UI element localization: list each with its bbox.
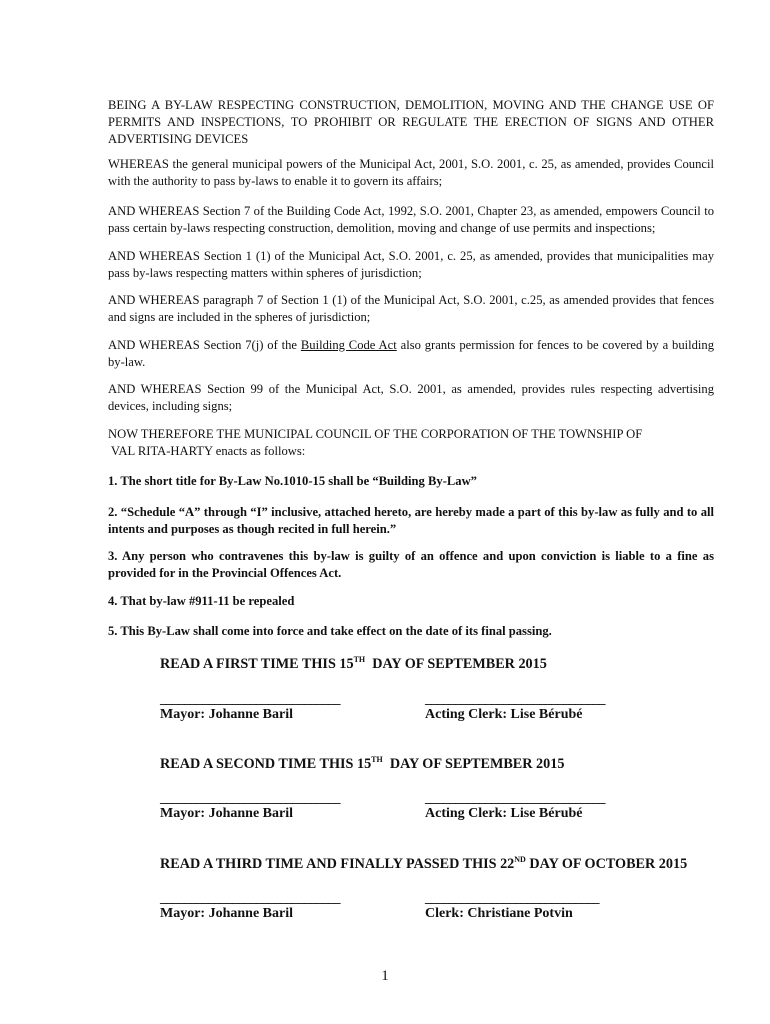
now-therefore — [108, 426, 714, 460]
clerk-name: Clerk: Christiane Potvin — [425, 906, 573, 921]
clause-text: 4. That by-law #911-11 be repealed — [108, 594, 295, 608]
reading-title-text: READ A FIRST TIME THIS 15 — [160, 656, 354, 672]
reading-title-sup: ND — [514, 855, 526, 864]
second-reading-title — [160, 755, 564, 773]
mayor-signature-line: ______________________________ — [160, 890, 340, 905]
clause-2 — [108, 504, 714, 538]
reading-title-sup: TH — [353, 655, 366, 664]
reading-title-sup: TH — [371, 755, 383, 764]
whereas-3 — [108, 248, 714, 282]
clause-1 — [108, 473, 714, 490]
third-reading-title — [160, 855, 687, 873]
reading-title-text: READ A SECOND TIME THIS 15 — [160, 756, 372, 772]
bylaw-heading — [108, 97, 714, 148]
whereas-text: WHEREAS the general municipal powers of the Municipal Act, 2001, S.O. 2001, c. 25, as amended, provides Council with the authority to pass by-laws to enable it to govern its affairs; — [108, 157, 714, 188]
heading-text: BEING A BY-LAW RESPECTING CONSTRUCTION, DEMOLITION, MOVING AND THE CHANGE USE OF PERMITS AND INSPECTIONS, TO PROHIBIT OR REGULATE THE ERECTION OF SIGNS AND OTHER ADVERTISING DEVICES — [108, 98, 714, 146]
whereas-4 — [108, 292, 714, 326]
now-therefore-line-2: VAL RITA-HARTY enacts as follows: — [108, 444, 306, 458]
mayor-name: Mayor: Johanne Baril — [160, 806, 293, 821]
whereas-7j-before: AND WHEREAS Section 7(j) of the — [108, 338, 301, 352]
clerk-signature-line: _____________________________ — [425, 890, 599, 905]
clerk-name: Acting Clerk: Lise Bérubé — [425, 806, 583, 821]
clause-5 — [108, 623, 714, 640]
now-therefore-line-1: NOW THEREFORE THE MUNICIPAL COUNCIL OF THE CORPORATION OF THE TOWNSHIP OF — [108, 427, 643, 441]
reading-title-date: DAY OF SEPTEMBER 2015 — [382, 756, 565, 772]
whereas-6 — [108, 381, 714, 415]
whereas-2 — [108, 203, 714, 237]
clause-text: 3. Any person who contravenes this by-law is guilty of an offence and upon conviction is liable to a fine as provided for in the Provincial Offences Act. — [108, 549, 714, 580]
mayor-signature-line: ______________________________ — [160, 790, 340, 805]
clause-4 — [108, 593, 714, 610]
clerk-signature-line: ______________________________ — [425, 790, 605, 805]
whereas-text: AND WHEREAS Section 7 of the Building Code Act, 1992, S.O. 2001, Chapter 23, as amended, empowers Council to pass certain by-laws respecting construction, demolition, moving and change of use permits and inspections; — [108, 204, 714, 235]
whereas-7j-after: also grants permission for fences to be covered by a building by-law. — [108, 338, 715, 369]
clerk-signature-line: ______________________________ — [425, 691, 605, 706]
whereas-text — [108, 337, 714, 371]
clause-text: 1. The short title for By-Law No.1010-15 shall be “Building By-Law” — [108, 474, 477, 488]
reading-title-text: READ A THIRD TIME AND FINALLY PASSED THIS 22 — [160, 856, 515, 872]
clause-text: 5. This By-Law shall come into force and take effect on the date of its final passing. — [108, 624, 552, 638]
clause-text: 2. “Schedule “A” through “I” inclusive, attached hereto, are hereby made a part of this by-law as fully and to all intents and purposes as though recited in full herein.” — [108, 505, 714, 536]
whereas-5 — [108, 337, 714, 371]
mayor-signature-line: ______________________________ — [160, 691, 340, 706]
whereas-text: AND WHEREAS Section 1 (1) of the Municipal Act, S.O. 2001, c. 25, as amended, provides that municipalities may pass by-laws respecting matters within spheres of jurisdiction; — [108, 249, 714, 280]
first-reading-title — [160, 655, 547, 673]
mayor-name: Mayor: Johanne Baril — [160, 906, 293, 921]
building-code-act-reference: Building Code Act — [300, 338, 397, 352]
page-number: 1 — [381, 968, 389, 984]
reading-title-date: DAY OF OCTOBER 2015 — [525, 856, 688, 872]
mayor-name: Mayor: Johanne Baril — [160, 707, 293, 722]
whereas-text: AND WHEREAS paragraph 7 of Section 1 (1) of the Municipal Act, S.O. 2001, c.25, as amended provides that fences and signs are included in the spheres of jurisdiction; — [108, 293, 714, 324]
clerk-name: Acting Clerk: Lise Bérubé — [425, 707, 583, 722]
reading-title-date: DAY OF SEPTEMBER 2015 — [365, 656, 547, 672]
whereas-text: AND WHEREAS Section 99 of the Municipal Act, S.O. 2001, as amended, provides rules respecting advertising devices, including signs; — [108, 382, 714, 413]
whereas-1 — [108, 156, 714, 190]
clause-3 — [108, 548, 714, 582]
